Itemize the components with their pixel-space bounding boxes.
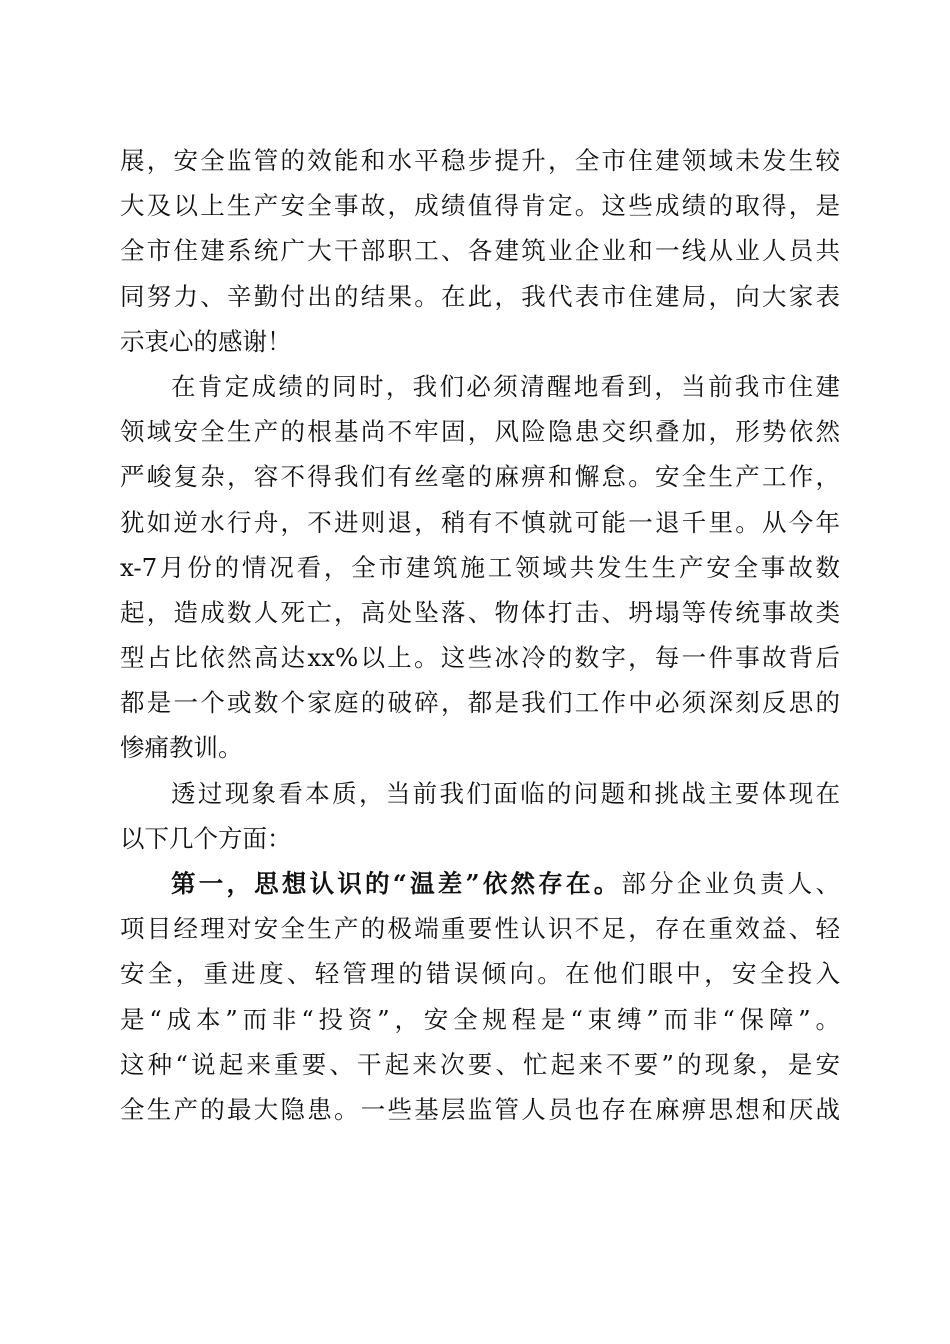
text-line: 犹如逆水行舟，不进则退，稍有不慎就可能一退千里。从今年 — [120, 507, 840, 537]
section-heading: 第一，思想认识的“温差”依然存在。 — [171, 869, 622, 898]
paragraph-first-line: 在肯定成绩的同时，我们必须清醒地看到，当前我市住建 — [171, 371, 840, 401]
text-line: 是“成本”而非“投资”，安全规程是“束缚”而非“保障”。 — [120, 1004, 840, 1034]
text-line: 严峻复杂，容不得我们有丝毫的麻痹和懈怠。安全生产工作， — [120, 462, 840, 492]
document-body — [120, 138, 840, 1132]
text-line: 示衷心的感谢！ — [120, 326, 292, 356]
text-line: 全生产的最大隐患。一些基层监管人员也存在麻痹思想和厌战 — [120, 1094, 840, 1124]
text-line: x-7月份的情况看，全市建筑施工领域共发生生产安全事故数 — [120, 552, 840, 582]
text-line: 型占比依然高达xx%以上。这些冰冷的数字，每一件事故背后 — [120, 643, 840, 673]
paragraph-first-line: 透过现象看本质，当前我们面临的问题和挑战主要体现在 — [171, 778, 840, 808]
text-line: 领域安全生产的根基尚不牢固，风险隐患交织叠加，形势依然 — [120, 417, 840, 447]
text-segment: 部分企业负责人、 — [621, 869, 841, 898]
text-line: 以下几个方面： — [120, 823, 292, 853]
text-line: 安全，重进度、轻管理的错误倾向。在他们眼中，安全投入 — [120, 959, 840, 989]
text-line: 项目经理对安全生产的极端重要性认识不足，存在重效益、轻 — [120, 914, 840, 944]
section-heading-line — [120, 861, 840, 906]
text-line: 同努力、辛勤付出的结果。在此，我代表市住建局，向大家表 — [120, 281, 840, 311]
text-line: 全市住建系统广大干部职工、各建筑业企业和一线从业人员共 — [120, 236, 840, 266]
text-line: 惨痛教训。 — [120, 733, 243, 763]
text-line: 大及以上生产安全事故，成绩值得肯定。这些成绩的取得，是 — [120, 191, 840, 221]
text-line: 起，造成数人死亡，高处坠落、物体打击、坍塌等传统事故类 — [120, 597, 840, 627]
text-line: 展，安全监管的效能和水平稳步提升，全市住建领域未发生较 — [120, 146, 840, 175]
text-line: 这种“说起来重要、干起来次要、忙起来不要”的现象，是安 — [120, 1049, 840, 1079]
text-line: 都是一个或数个家庭的破碎，都是我们工作中必须深刻反思的 — [120, 688, 840, 718]
